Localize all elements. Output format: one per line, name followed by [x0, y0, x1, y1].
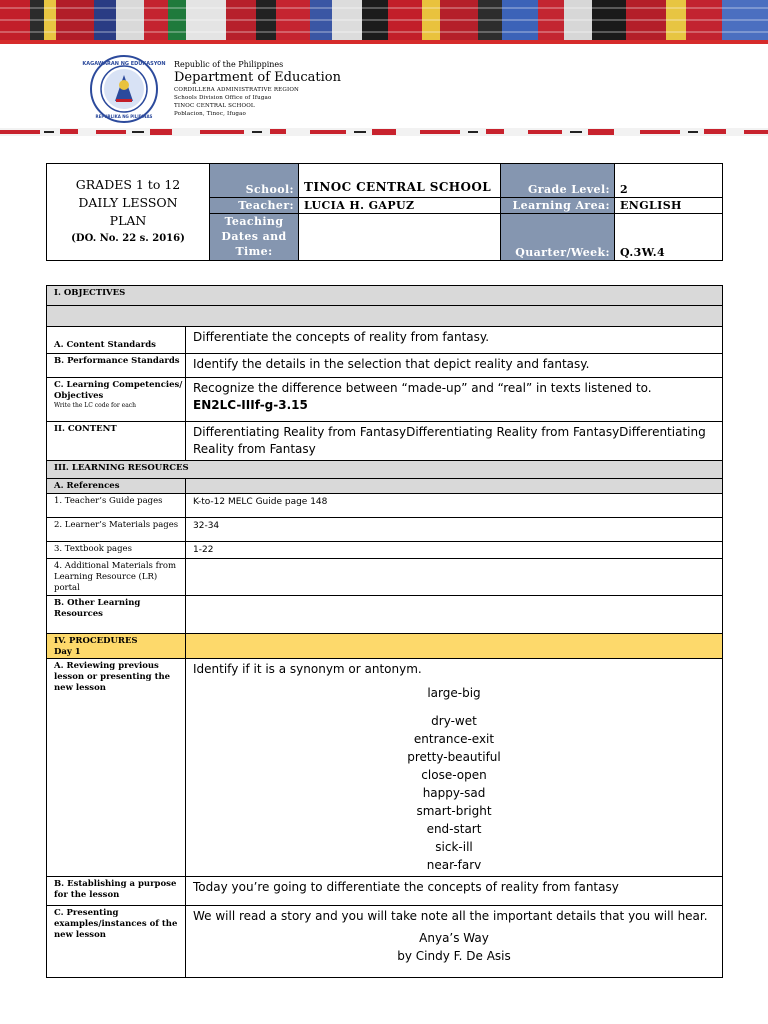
learning-area-value: ENGLISH: [615, 198, 723, 214]
references-value: [186, 479, 723, 494]
day-label: Day 1: [54, 647, 81, 657]
republic-text: Republic of the Philippines: [174, 60, 284, 69]
content-label: II. CONTENT: [47, 422, 186, 461]
lesson-plan-table: [46, 285, 723, 978]
pair-item: dry-wet: [431, 714, 477, 728]
lesson-info-table: [46, 163, 723, 261]
other-resources-label: B. Other Learning Resources: [47, 596, 186, 634]
department-text: Department of Education: [174, 70, 341, 85]
competencies-value: Recognize the difference between “made-up” and “real” in texts listened to. EN2LC-IIIf-g-3.15: [186, 378, 723, 422]
school-label: School:: [210, 164, 299, 198]
purpose-label: B. Establishing a purpose for the lesson: [47, 877, 186, 906]
additional-materials-label: 4. Additional Materials from Learning Resource (LR) portal: [47, 559, 186, 596]
woven-banner: [0, 0, 768, 44]
grade-value: 2: [615, 164, 723, 198]
review-value: [186, 659, 723, 877]
pair-item: happy-sad: [422, 786, 486, 800]
additional-materials-value: [186, 559, 723, 596]
content-value: Differentiating Reality from FantasyDifferentiating Reality from FantasyDifferentiating Reality from Fantasy: [186, 422, 723, 461]
svg-text:KAGAWARAN NG EDUKASYON: KAGAWARAN NG EDUKASYON: [82, 61, 166, 67]
school-text: TINOC CENTRAL SCHOOL: [174, 103, 255, 109]
teacher-label: Teacher:: [210, 198, 299, 214]
content-standards-label: A. Content Standards: [47, 327, 186, 354]
memo-text: (DO. No. 22 s. 2016): [71, 233, 185, 244]
pairs-list: [193, 684, 715, 874]
quarter-value: Q.3W.4: [615, 214, 723, 261]
address-text: Poblacion, Tinoc, Ifugao: [174, 111, 247, 117]
pair-item: near-farv: [426, 858, 482, 872]
objectives-heading: I. OBJECTIVES: [47, 286, 723, 306]
pair-item: end-start: [426, 822, 482, 836]
performance-standards-label: B. Performance Standards: [47, 354, 186, 378]
review-label: A. Reviewing previous lesson or presenting the new lesson: [47, 659, 186, 877]
purpose-value: Today you’re going to differentiate the concepts of reality from fantasy: [186, 877, 723, 906]
agency-block: [174, 59, 341, 118]
teachers-guide-value: K-to-12 MELC Guide page 148: [186, 494, 723, 518]
performance-standards-value: Identify the details in the selection that depict reality and fantasy.: [186, 354, 723, 378]
pair-item: close-open: [421, 768, 487, 782]
pair-item: smart-bright: [416, 804, 492, 818]
story-author: by Cindy F. De Asis: [397, 949, 511, 963]
svg-text:REPUBLIKA NG PILIPINAS: REPUBLIKA NG PILIPINAS: [95, 114, 153, 119]
procedures-blank: [186, 634, 723, 659]
story-block: [193, 929, 715, 965]
story-title: Anya’s Way: [419, 931, 489, 945]
dates-label: Teaching Dates and Time:: [210, 214, 299, 261]
learners-materials-value: 32-34: [186, 518, 723, 542]
learning-area-label: Learning Area:: [501, 198, 615, 214]
region-text: CORDILLERA ADMINISTRATIVE REGION: [174, 87, 300, 93]
learners-materials-label: 2. Learner’s Materials pages: [47, 518, 186, 542]
competency-code: EN2LC-IIIf-g-3.15: [193, 398, 308, 412]
procedures-heading: IV. PROCEDURES Day 1: [47, 634, 186, 659]
review-intro: Identify if it is a synonym or antonym.: [193, 662, 422, 676]
competencies-note: Write the LC code for each: [54, 402, 137, 409]
division-text: Schools Division Office of Ifugao: [174, 95, 272, 101]
examples-label: C. Presenting examples/instances of the new lesson: [47, 906, 186, 978]
pair-item: entrance-exit: [413, 732, 495, 746]
textbook-value: 1-22: [186, 542, 723, 559]
pair-item: pretty-beautiful: [407, 750, 501, 764]
lesson-plan-title: GRADES 1 to 12 DAILY LESSON PLAN (DO. No. 22 s. 2016): [47, 164, 210, 261]
pair-item: sick-ill: [435, 840, 473, 854]
objectives-blank-row: [47, 306, 723, 327]
deped-seal-icon: [82, 55, 166, 123]
references-label: A. References: [47, 479, 186, 494]
pair-item: large-big: [427, 686, 481, 700]
grade-label: Grade Level:: [501, 164, 615, 198]
school-value: TINOC CENTRAL SCHOOL: [299, 164, 501, 198]
teachers-guide-label: 1. Teacher’s Guide pages: [47, 494, 186, 518]
teacher-value: LUCIA H. GAPUZ: [299, 198, 501, 214]
dates-value: [299, 214, 501, 261]
other-resources-value: [186, 596, 723, 634]
textbook-label: 3. Textbook pages: [47, 542, 186, 559]
competencies-label: C. Learning Competencies/ Objectives Write the LC code for each: [47, 378, 186, 422]
content-standards-value: Differentiate the concepts of reality from fantasy.: [186, 327, 723, 354]
learning-resources-heading: III. LEARNING RESOURCES: [47, 461, 723, 479]
decorative-strip: [0, 128, 768, 136]
quarter-label: Quarter/Week:: [501, 214, 615, 261]
examples-value: We will read a story and you will take note all the important details that you will hear. Anya’s Way by Cindy F. De Asis: [186, 906, 723, 978]
